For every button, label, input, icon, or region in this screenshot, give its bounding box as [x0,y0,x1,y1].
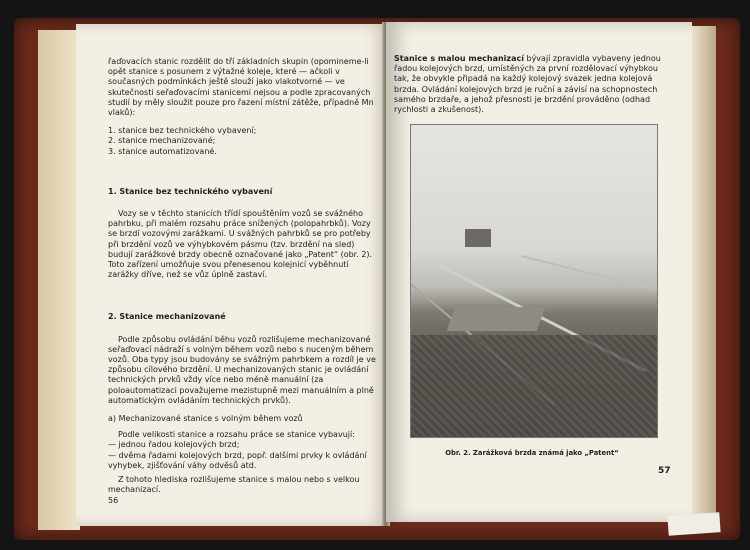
bookmark-slip [667,512,720,536]
subsection-heading: a) Mechanizované stanice s volným během vozů [108,414,303,424]
section-heading-2: 2. Stanice mechanizované [108,312,226,322]
closing-text: Z tohoto hlediska rozlišujeme stanice s malou nebo s velkou mechanizací. [108,475,360,495]
left-page [76,24,388,526]
section-1-text: Vozy se v těchto stanicích třídí spouštěním vozů se svážného pahrbku, při malém rozsahu práce snížených (polopahrbků). Vozy se brzdí vozovými zarážkami. U svážných pahrbků se pro potřeby při brzdění vozů ve výhybkovém pásmu (tzv. brzdění na sled) budují zarážkové brzdy obecně označované jako „Patent“ (obr. 2). Toto zařízení umožňuje svou přenesenou kolejnicí vyběhnutí zarážky dříve, než se vůz úplně zastaví. [108,209,373,280]
lead-text: bývají zpravidla vybaveny jednou řadou kolejových brzd, umístěných za první rozdělovací výhybkou tak, že obvykle připadá na každý kolejový svazek jedna kolejová brzda. Ovládání kolejových brzd je ruční a závisí na schopnostech samého brzdaře, a jehož přesnosti je brzdění prováděno (odhad rychlosti a zkušenost). [394,54,661,115]
list-item: 3. stanice automatizované. [108,146,217,156]
section-2-text: Podle způsobu ovládání běhu vozů rozlišujeme mechanizované seřaďovací nádraží s volným během vozů nebo s nuceným během vozů. Oba typy jsou budovány se svážným pahrbkem a rozdíl je ve způsobu cílového brzdění. U mechanizovaných stanic je ovládání technických prvků vždy více nebo méně manuální (za poloautomatizaci považujeme mezistupně mezi manuálním a plně automatickým ovládáním technických prvků). [108,334,376,405]
figure-caption: Obr. 2. Zarážková brzda známá jako „Patent“ [445,449,619,457]
section-heading-1: 1. Stanice bez technického vybavení [108,186,273,196]
dash-item: — dvěma řadami kolejových brzd, popř. dalšími prvky k ovládání vyhybek, zjišťování váhy odvěsů atd. [108,450,367,470]
page-edges-left [38,30,80,530]
page-number-left: 56 [108,496,119,505]
subsection-text: Podle velikosti stanice a rozsahu práce se stanice vybavují: [118,430,355,440]
figure-photo-railway-brake [410,124,658,438]
station-type-list [108,126,380,157]
page-edges-right [690,26,716,526]
dash-item: — jednou řadou kolejových brzd; [108,440,240,450]
page-number-right: 57 [658,466,671,476]
rail-line [521,255,658,300]
ballast-gravel [411,335,657,437]
signal-hut [465,229,491,247]
intro-paragraph: řaďovacích stanic rozdělit do tří základních skupin (opomineme-li opět stanice s posunem z výtažné koleje, které — ačkoli v současných podmínkách ještě slouží jako vlakotvorné — ve skutečnosti seřaďovacími stanicemi nejsou a podle zpracovaných studií by měly sloužit pouze pro řazení místní zátěže, případně Mn vlaků): [108,57,374,118]
right-page [386,22,692,522]
retarder-brake [447,307,546,331]
lead-bold-term: Stanice s malou mechanizací [394,54,524,63]
list-item: 1. stanice bez technického vybavení; [108,126,257,136]
right-lead-paragraph [394,54,672,115]
list-item: 2. stanice mechanizované; [108,136,216,146]
